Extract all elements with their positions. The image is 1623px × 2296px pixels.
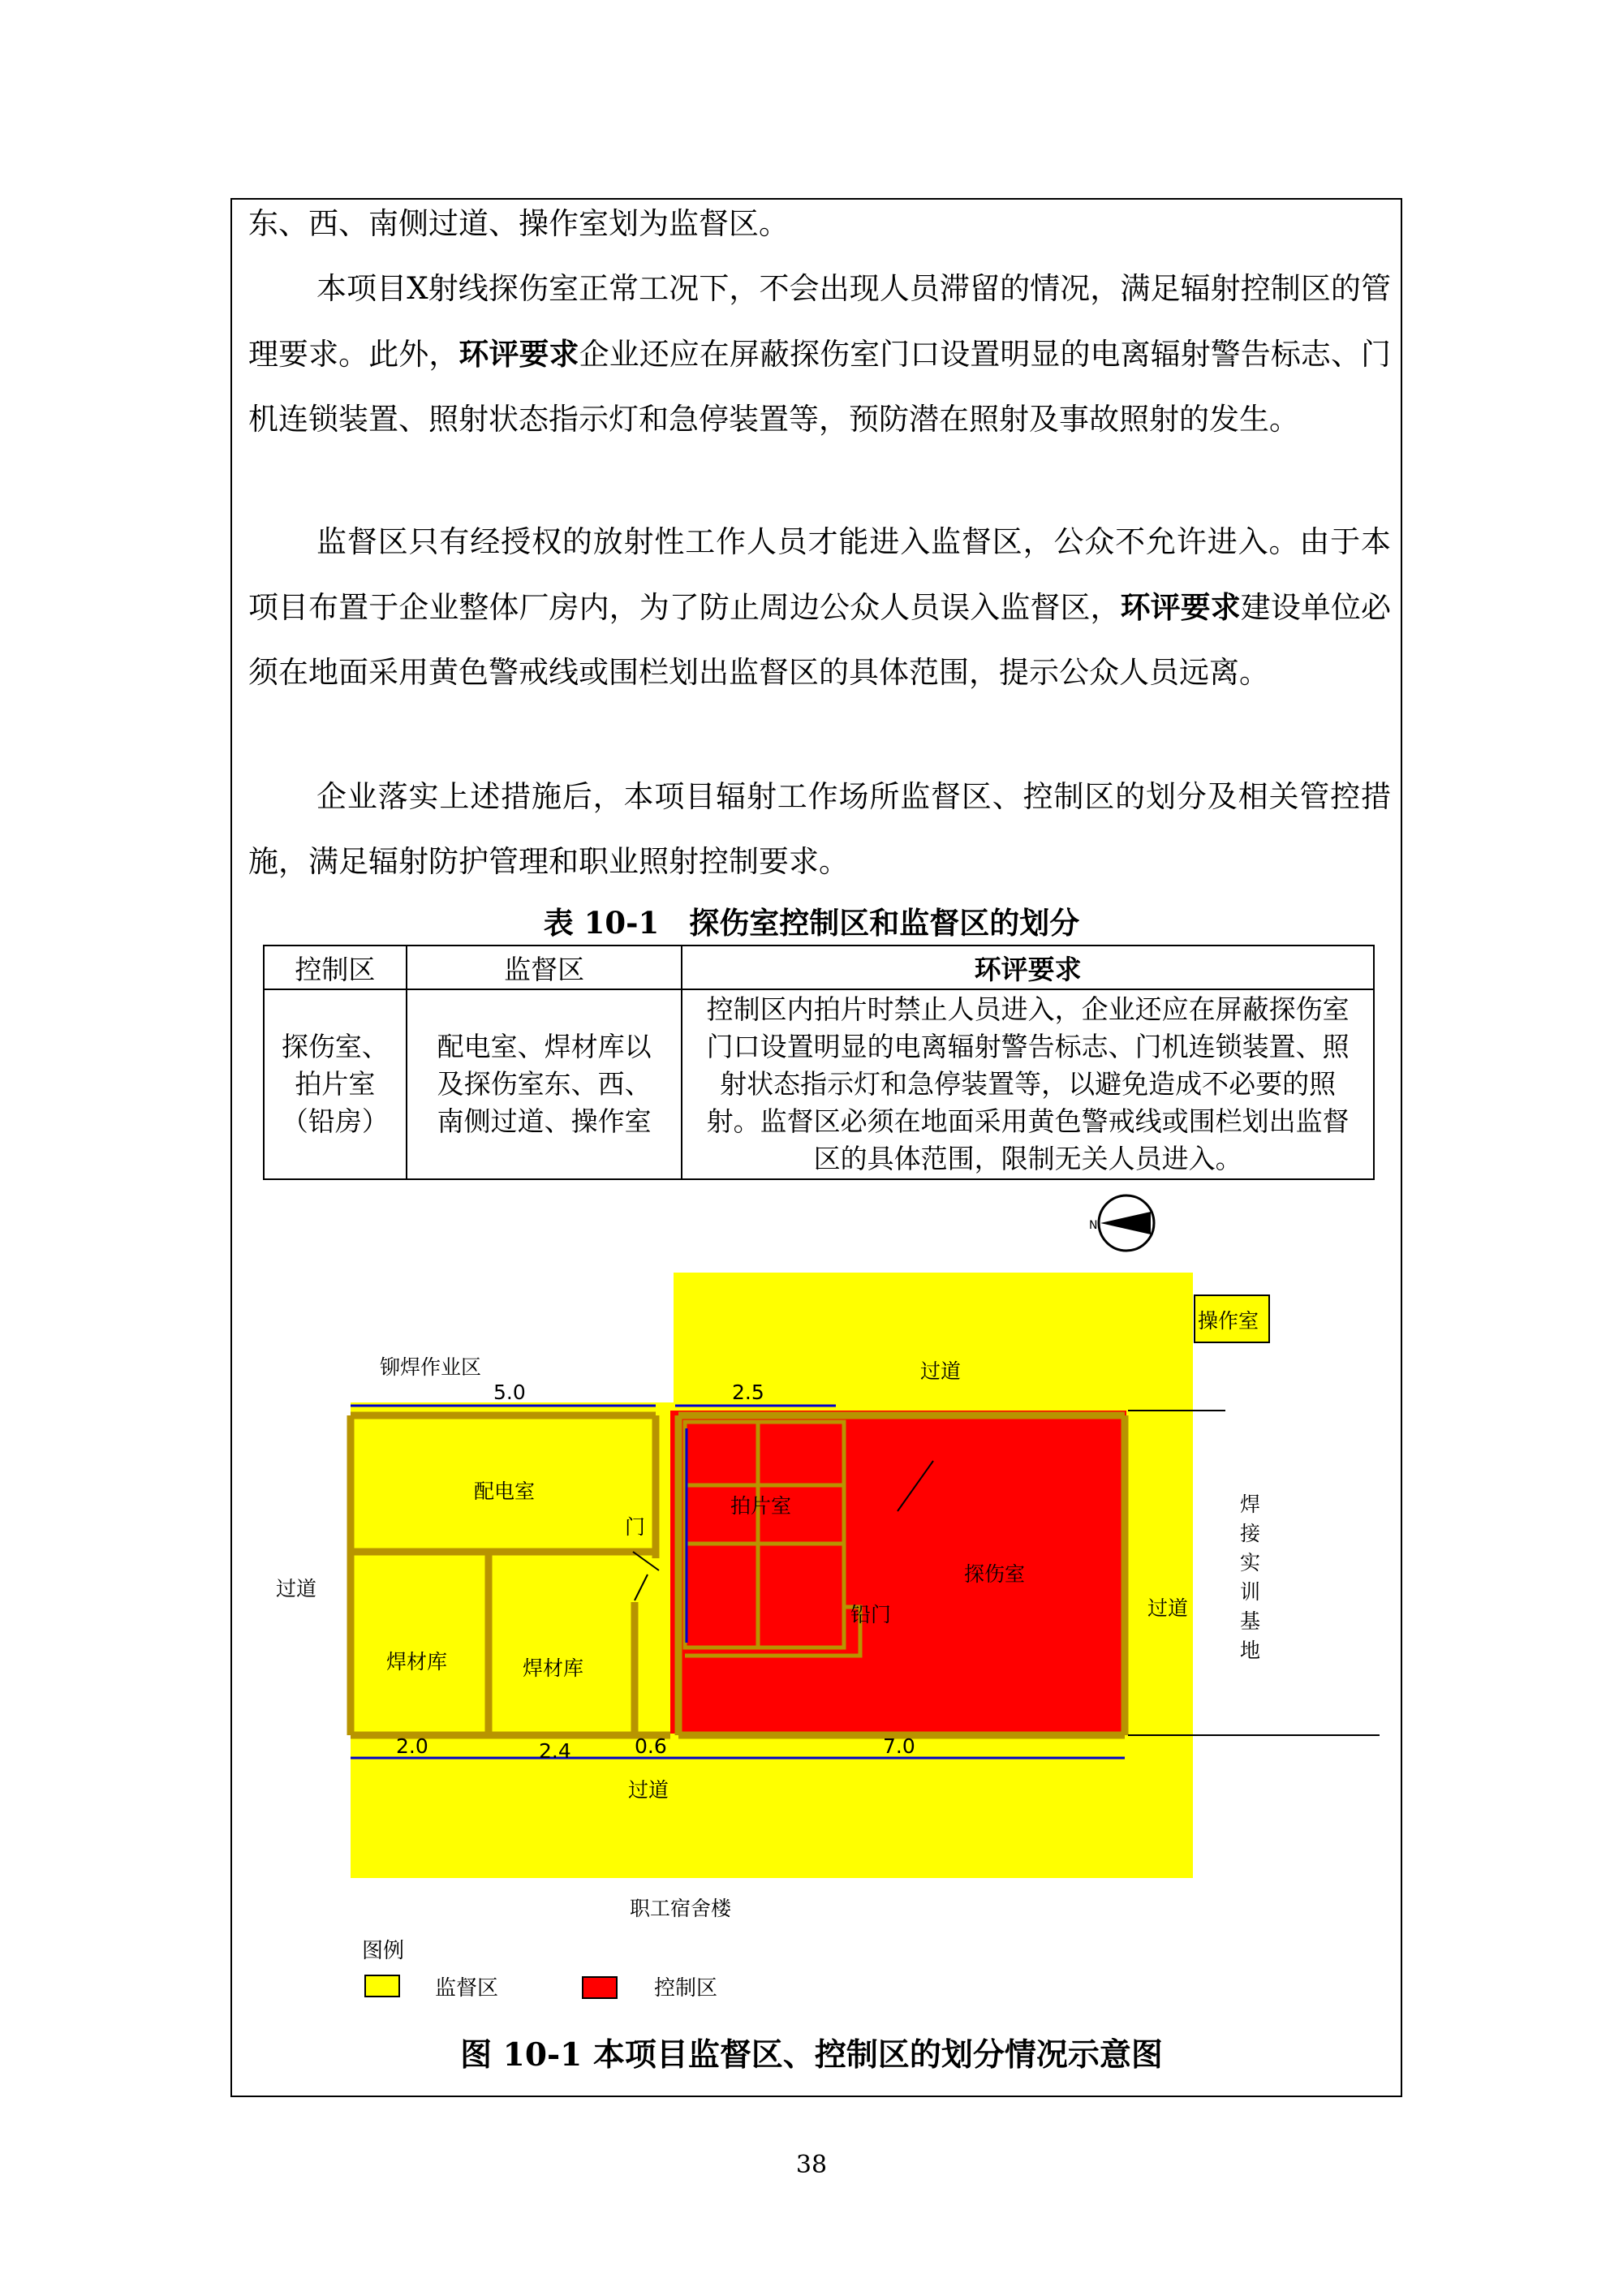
label-welding-store-1: 焊材库 [386,1650,448,1674]
paragraph-4: 企业落实上述措施后，本项目辐射工作场所监督区、控制区的划分及相关管控措施，满足辐射防护管理和职业照射控制要求。 [248,779,1391,879]
dim-label: 2.5 [732,1381,764,1404]
red-control-zone [670,1411,1126,1734]
compass-icon [1089,1195,1154,1251]
header-requirement: 环评要求 [682,946,1374,989]
label-corridor-left: 过道 [276,1577,317,1600]
training-base-char: 焊 [1240,1493,1261,1516]
control-zone-line: （铅房） [281,1105,389,1137]
dim-label: 2.4 [539,1739,571,1763]
header-supervised-zone: 监督区 [407,946,682,989]
label-power-room: 配电室 [474,1480,536,1503]
legend-label-controlled: 控制区 [654,1976,718,2001]
figure-caption: 图 10-1 本项目监督区、控制区的划分情况示意图 [460,2036,1163,2074]
page-number: 38 [795,2151,828,2179]
label-riveting-area: 铆焊作业区 [380,1355,482,1379]
label-operation-room: 操作室 [1198,1309,1259,1333]
table-caption: 表 10-1 探伤室控制区和监督区的划分 [543,905,1080,941]
label-film-room: 拍片室 [730,1494,792,1518]
label-welding-store-2: 焊材库 [523,1656,584,1680]
cell-requirement: 控制区内拍片时禁止人员进入，企业还应在屏蔽探伤室门口设置明显的电离辐射警告标志、门机连锁装置、照射状态指示灯和急停装置等，以避免造成不必要的照射。监督区必须在地面采用黄色警戒线或围栏划出监督区的具体范围，限制无关人员进入。 [682,989,1374,1179]
training-base-char: 地 [1240,1639,1261,1662]
label-lead-door: 铅门 [850,1603,892,1626]
label-door: 门 [625,1515,646,1539]
training-base-char: 基 [1240,1609,1261,1633]
training-base-char: 实 [1240,1551,1261,1574]
header-control-zone: 控制区 [264,946,407,989]
label-training-base [1240,1493,1261,1662]
dim-label: 7.0 [883,1734,915,1758]
label-corridor-right: 过道 [1147,1596,1189,1620]
control-zone-line: 探伤室、 [281,1031,389,1062]
supervised-zone-line: 及探伤室东、西、 [437,1068,652,1100]
training-base-char: 接 [1240,1522,1261,1545]
legend-swatch-supervised [365,1975,399,1997]
label-inspection-room: 探伤室 [964,1562,1026,1586]
supervised-zone-line: 配电室、焊材库以 [437,1031,652,1062]
dim-label: 0.6 [635,1734,667,1758]
label-dormitory: 职工宿舍楼 [630,1897,732,1920]
legend-label-supervised: 监督区 [435,1976,499,2001]
paragraph-3: 监督区只有经授权的放射性工作人员才能进入监督区，公众不允许进入。由于本项目布置于企业整体厂房内，为了防止周边公众人员误入监督区，环评要求建设单位必须在地面采用黄色警戒线或围栏划出监督区的具体范围，提示公众人员远离。 [248,524,1392,690]
dim-label: 2.0 [396,1734,428,1758]
paragraph-2: 本项目X射线探伤室正常工况下，不会出现人员滞留的情况，满足辐射控制区的管理要求。此外，环评要求企业还应在屏蔽探伤室门口设置明显的电离辐射警告标志、门机连锁装置、照射状态指示灯和急停装置等，预防潜在照射及事故照射的发生。 [248,271,1392,437]
control-zone-line: 拍片室 [295,1068,376,1100]
legend-title: 图例 [362,1939,405,1963]
legend-swatch-controlled [583,1977,617,1998]
label-corridor-top: 过道 [920,1359,962,1383]
supervised-zone-line: 南侧过道、操作室 [437,1105,652,1137]
training-base-char: 训 [1240,1580,1261,1604]
label-corridor-bottom: 过道 [628,1778,669,1802]
compass-letter: N [1089,1219,1098,1232]
paragraph-1: 东、西、南侧过道、操作室划为监督区。 [248,206,789,241]
dim-label: 5.0 [493,1381,526,1404]
